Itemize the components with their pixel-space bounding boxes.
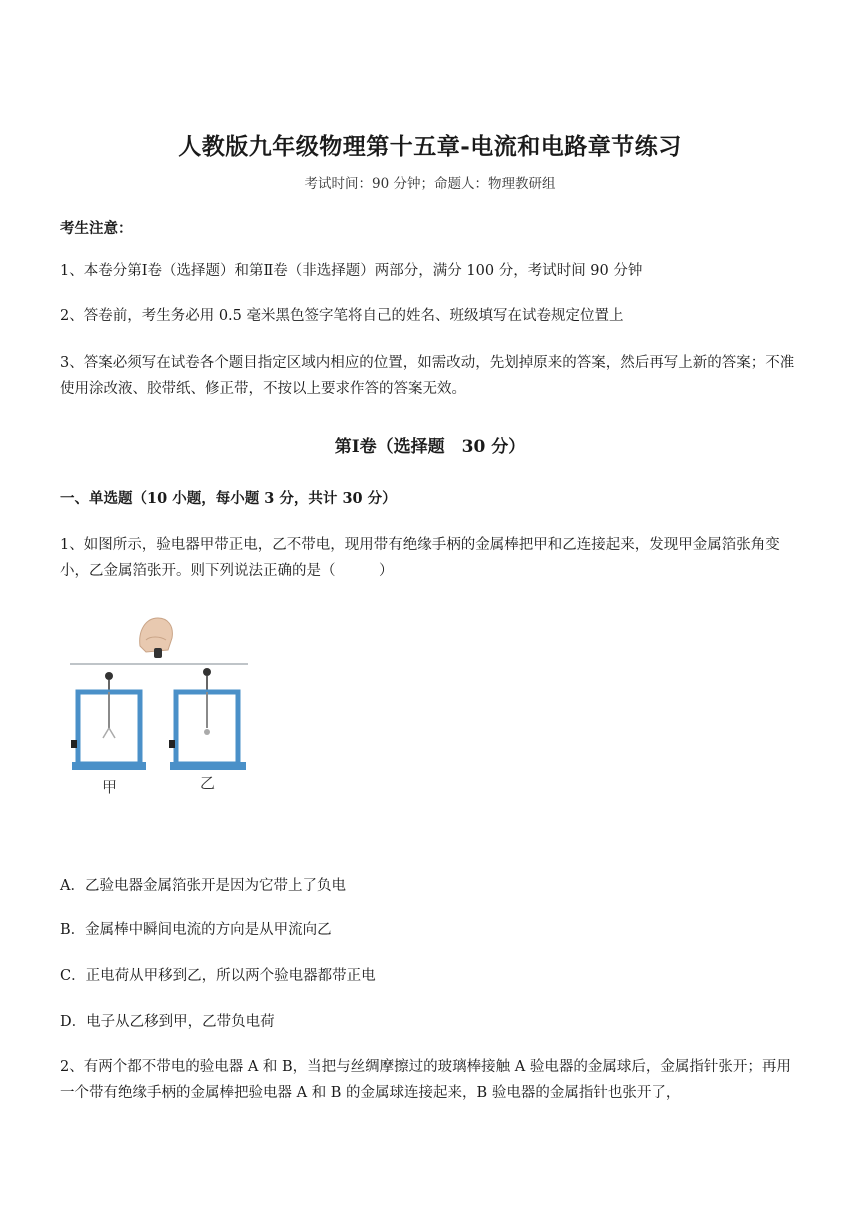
- part-heading: 一、单选题（10 小题，每小题 3 分，共计 30 分）: [60, 490, 397, 507]
- notice-item-2: 2、答卷前，考生务必用 0.5 毫米黑色签字笔将自己的姓名、班级填写在试卷规定位置上: [60, 308, 624, 324]
- option-d: D．电子从乙移到甲，乙带负电荷: [60, 1014, 275, 1030]
- electroscope-figure: [62, 610, 252, 800]
- section-title: 第Ⅰ卷（选择题 30 分）: [334, 437, 526, 457]
- option-c: C．正电荷从甲移到乙，所以两个验电器都带正电: [60, 968, 376, 984]
- figure-label-yi: 乙: [200, 774, 216, 792]
- notice-item-1: 1、本卷分第Ⅰ卷（选择题）和第Ⅱ卷（非选择题）两部分，满分 100 分，考试时间 90 分钟: [60, 263, 643, 279]
- exam-info: 考试时间：90 分钟；命题人：物理教研组: [304, 176, 556, 192]
- notice-item-3: 3、答案必须写在试卷各个题目指定区域内相应的位置，如需改动，先划掉原来的答案，然后再写上新的答案；不准使用涂改液、胶带纸、修正带，不按以上要求作答的答案无效。: [60, 355, 795, 397]
- question-2-stem: 2、有两个都不带电的验电器 A 和 B，当把与丝绸摩擦过的玻璃棒接触 A 验电器的金属球后，金属指针张开；再用一个带有绝缘手柄的金属棒把验电器 A 和 B 的金属球连接起来，B 验电器的金属指针也张开了，: [60, 1059, 791, 1101]
- notice-heading: 考生注意：: [60, 220, 133, 237]
- option-a: A．乙验电器金属箔张开是因为它带上了负电: [60, 878, 346, 894]
- electroscope-left: [71, 672, 146, 770]
- option-b: B．金属棒中瞬间电流的方向是从甲流向乙: [60, 922, 332, 938]
- figure-label-jia: 甲: [102, 778, 118, 796]
- question-1-stem: 1、如图所示，验电器甲带正电，乙不带电，现用带有绝缘手柄的金属棒把甲和乙连接起来，发现甲金属箔张角变小，乙金属箔张开。则下列说法正确的是（ ）: [60, 537, 780, 579]
- page-title: 人教版九年级物理第十五章-电流和电路章节练习: [178, 133, 682, 160]
- electroscope-right: [169, 668, 246, 770]
- hand-icon: [140, 618, 173, 658]
